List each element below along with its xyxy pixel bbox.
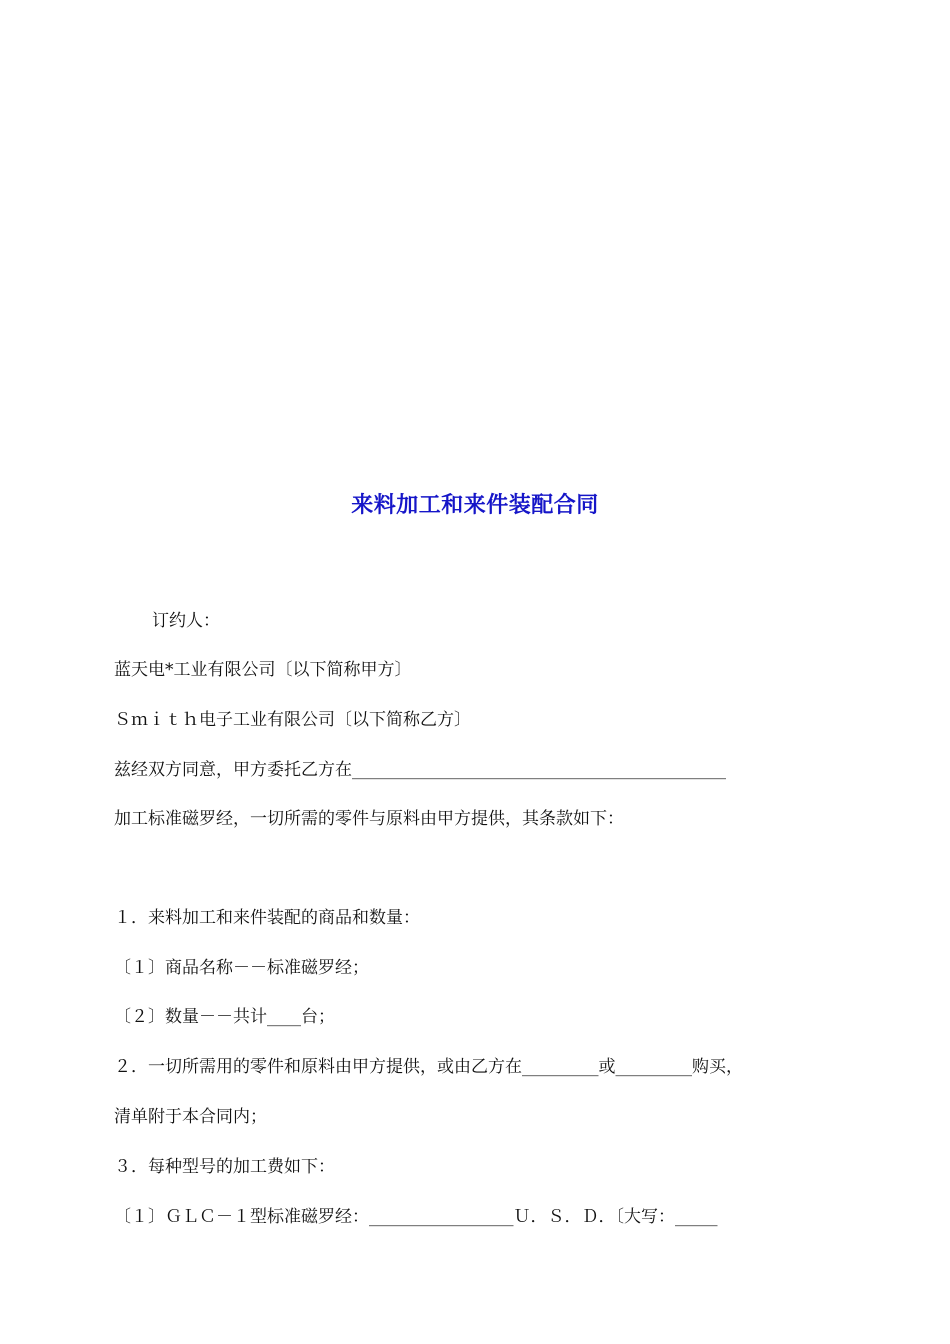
- clause-3-heading: ３．每种型号的加工费如下：: [114, 1157, 335, 1177]
- clause-1-item-2: 〔２〕数量－－共计____台；: [114, 1007, 335, 1027]
- clause-1-item-1: 〔１〕商品名称－－标准磁罗经；: [114, 958, 369, 978]
- party-b-line: Ｓｍｉｔｈ电子工业有限公司〔以下简称乙方〕: [114, 710, 471, 730]
- clause-2-continuation: 清单附于本合同内；: [114, 1107, 267, 1127]
- signatories-label: 订约人：: [152, 611, 220, 631]
- document-title: 来料加工和来件装配合同: [351, 493, 599, 518]
- clause-3-item-1: 〔１〕ＧＬＣ－１型标准磁罗经：_________________Ｕ．Ｓ．Ｄ．〔大写：_____: [114, 1207, 718, 1227]
- terms-intro-line: 加工标准磁罗经，一切所需的零件与原料由甲方提供，其条款如下：: [114, 809, 624, 829]
- party-a-line: 蓝天电*工业有限公司〔以下简称甲方〕: [114, 660, 412, 680]
- agreement-line: 兹经双方同意，甲方委托乙方在____________________________________________: [114, 760, 726, 780]
- clause-1-heading: １．来料加工和来件装配的商品和数量：: [114, 908, 420, 928]
- clause-2-line: ２．一切所需用的零件和原料由甲方提供，或由乙方在_________或_________购买，: [114, 1057, 743, 1077]
